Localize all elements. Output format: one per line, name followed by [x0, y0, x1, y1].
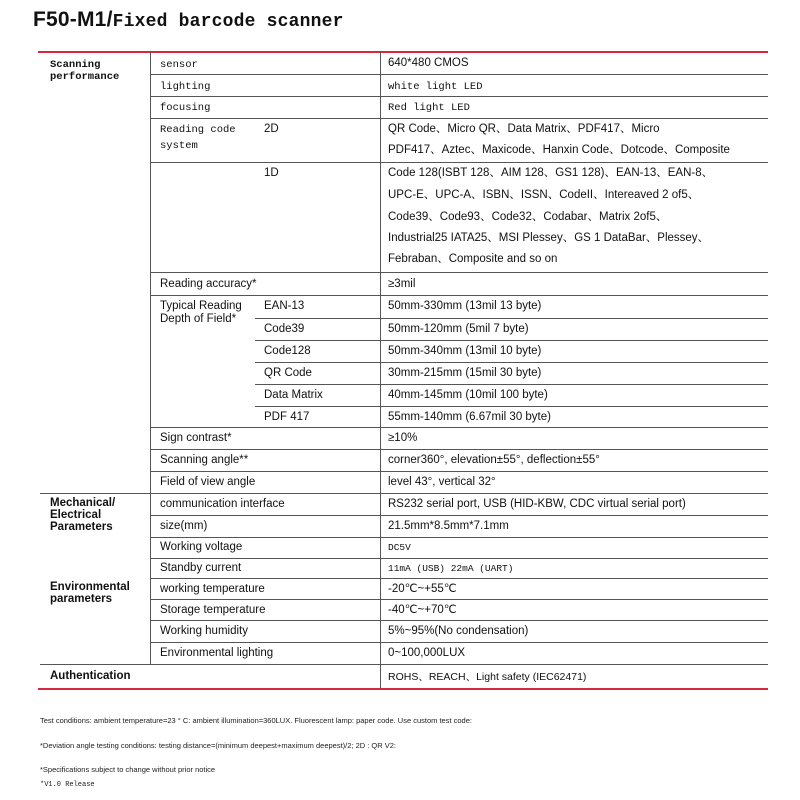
storage-temp-value: -40℃~+70℃ — [388, 604, 457, 616]
table-bottom-rule — [38, 688, 768, 690]
reading-code-1d-line4: Industrial25 IATA25、MSI Plessey、GS 1 DataBar、Plessey、 — [388, 232, 710, 244]
section-scanning — [50, 59, 119, 83]
reading-code-label-2: system — [160, 140, 198, 152]
product-name: Fixed barcode scanner — [112, 12, 344, 32]
authentication-value: ROHS、REACH、Light safety (IEC62471) — [388, 671, 587, 683]
working-temp-label: working temperature — [160, 583, 265, 595]
communication-label: communication interface — [160, 498, 285, 510]
row-divider — [150, 642, 768, 643]
title-separator: / — [106, 8, 113, 31]
row-divider — [150, 449, 768, 450]
section-mechanical — [50, 497, 115, 533]
row-divider — [255, 384, 768, 385]
dof-value: 40mm-145mm (10mil 100 byte) — [388, 389, 548, 401]
working-temp-value: -20℃~+55℃ — [388, 583, 457, 595]
dof-code: Code128 — [264, 345, 311, 357]
humidity-value: 5%~95%(No condensation) — [388, 625, 529, 637]
humidity-label: Working humidity — [160, 625, 248, 637]
reading-code-label-1: Reading code — [160, 124, 236, 136]
standby-value: 11mA (USB) 22mA (UART) — [388, 563, 514, 574]
sensor-value: 640*480 CMOS — [388, 57, 469, 69]
dof-code: Code39 — [264, 323, 305, 335]
sign-contrast-label: Sign contrast* — [160, 432, 232, 444]
dof-label-2: Depth of Field* — [160, 313, 237, 325]
dof-code: PDF 417 — [264, 411, 310, 423]
section-authentication: Authentication — [50, 670, 131, 682]
sensor-label: sensor — [160, 59, 198, 71]
note-release: *V1.0 Release — [40, 781, 95, 789]
dof-label-1: Typical Reading — [160, 300, 242, 312]
size-label: size(mm) — [160, 520, 208, 532]
section-divider — [40, 664, 768, 665]
focusing-label: focusing — [160, 102, 211, 114]
model-name: F50-M1 — [33, 8, 107, 31]
row-divider — [150, 96, 768, 97]
sign-contrast-value: ≥10% — [388, 432, 418, 444]
row-divider — [150, 578, 768, 579]
section-mechanical-line1: Mechanical/ — [50, 497, 116, 509]
note-specifications: *Specifications subject to change without prior notice — [40, 765, 216, 774]
row-divider — [150, 427, 768, 428]
lighting-label: lighting — [160, 81, 211, 93]
row-divider — [255, 340, 768, 341]
row-divider — [150, 537, 768, 538]
size-value: 21.5mm*8.5mm*7.1mm — [388, 520, 509, 532]
note-deviation-angle: *Deviation angle testing conditions: testing distance=(minimum deepest+maximum deepest)/2; 2D : QR V2: — [40, 741, 397, 750]
row-divider — [150, 558, 768, 559]
column-divider — [380, 52, 381, 688]
section-scanning-line2: performance — [50, 71, 120, 83]
reading-accuracy-value: ≥3mil — [388, 278, 416, 290]
dof-code: QR Code — [264, 367, 312, 379]
communication-value: RS232 serial port, USB (HID-KBW, CDC virtual serial port) — [388, 498, 686, 510]
storage-temp-label: Storage temperature — [160, 604, 266, 616]
section-environmental-line2: parameters — [50, 593, 113, 605]
dof-value: 30mm-215mm (15mil 30 byte) — [388, 367, 542, 379]
env-lighting-label: Environmental lighting — [160, 647, 274, 659]
section-mechanical-line3: Parameters — [50, 521, 113, 533]
note-test-conditions: Test conditions: ambient temperature=23 ° C: ambient illumination=360LUX. Fluorescent lamp: paper code. Use custom test code: — [40, 716, 472, 725]
focusing-value: Red light LED — [388, 102, 470, 114]
env-lighting-value: 0~100,000LUX — [388, 647, 466, 659]
scanning-angle-label: Scanning angle** — [160, 454, 249, 466]
dof-value: 50mm-120mm (5mil 7 byte) — [388, 323, 529, 335]
reading-code-2d-line1: QR Code、Micro QR、Data Matrix、PDF417、Micro — [388, 123, 660, 135]
row-divider — [150, 620, 768, 621]
reading-code-1d-line2: UPC-E、UPC-A、ISBN、ISSN、CodeII、Intereaved 2 of5、 — [388, 189, 700, 201]
dof-code: Data Matrix — [264, 389, 323, 401]
reading-code-1d-line5: Febraban、Composite and so on — [388, 253, 558, 265]
fov-label: Field of view angle — [160, 476, 256, 488]
reading-accuracy-label: Reading accuracy* — [160, 278, 257, 290]
page-title — [33, 8, 344, 32]
row-divider — [150, 471, 768, 472]
dof-value: 50mm-330mm (13mil 13 byte) — [388, 300, 542, 312]
row-divider — [150, 162, 768, 163]
standby-label: Standby current — [160, 562, 242, 574]
lighting-value: white light LED — [388, 81, 483, 93]
reading-code-1d-line3: Code39、Code93、Code32、Codabar、Matrix 2of5、 — [388, 211, 668, 223]
row-divider — [150, 599, 768, 600]
row-divider — [255, 362, 768, 363]
dof-value: 55mm-140mm (6.67mil 30 byte) — [388, 411, 551, 423]
reading-code-2d: 2D — [264, 123, 279, 135]
table-top-rule — [38, 51, 768, 53]
row-divider — [255, 406, 768, 407]
fov-value: level 43°, vertical 32° — [388, 476, 496, 488]
column-divider — [150, 52, 151, 664]
voltage-value: DC5V — [388, 542, 411, 553]
row-divider — [150, 74, 768, 75]
row-divider — [150, 295, 768, 296]
dof-value: 50mm-340mm (13mil 10 byte) — [388, 345, 542, 357]
row-divider — [150, 515, 768, 516]
voltage-label: Working voltage — [160, 541, 243, 553]
reading-code-1d: 1D — [264, 167, 279, 179]
reading-code-2d-line2: PDF417、Aztec、Maxicode、Hanxin Code、Dotcode、Composite — [388, 144, 730, 156]
dof-code: EAN-13 — [264, 300, 305, 312]
scanning-angle-value: corner360°, elevation±55°, deflection±55° — [388, 454, 600, 466]
row-divider — [150, 272, 768, 273]
row-divider — [150, 118, 768, 119]
section-mechanical-line2: Electrical — [50, 509, 102, 521]
reading-code-1d-line1: Code 128(ISBT 128、AIM 128、GS1 128)、EAN-13、EAN-8、 — [388, 167, 714, 179]
row-divider — [255, 318, 768, 319]
section-environmental — [50, 581, 130, 605]
section-environmental-line1: Environmental — [50, 581, 130, 593]
section-scanning-line1: Scanning — [50, 59, 101, 71]
